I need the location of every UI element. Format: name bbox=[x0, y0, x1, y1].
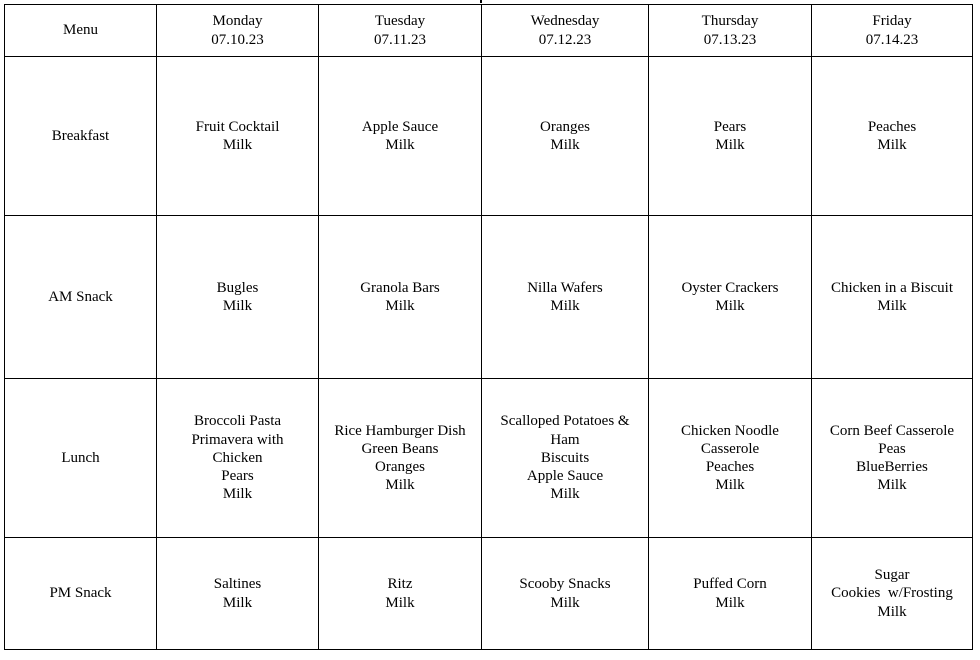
day-date: 07.14.23 bbox=[865, 31, 919, 48]
food-item: Cookies w/Frosting bbox=[831, 585, 953, 602]
food-item: Fruit Cocktail bbox=[195, 118, 280, 135]
day-name: Thursday bbox=[701, 13, 759, 30]
food-item: Biscuits bbox=[540, 449, 590, 466]
meal-label-breakfast bbox=[5, 57, 157, 216]
food-item: Bugles bbox=[216, 279, 259, 296]
food-item: Sugar bbox=[874, 567, 910, 584]
food-item: Peaches bbox=[867, 118, 917, 135]
lunch-row bbox=[5, 379, 973, 538]
meal-label-am-snack bbox=[5, 216, 157, 379]
food-item: Milk bbox=[877, 477, 907, 494]
day-header-thursday bbox=[649, 5, 812, 57]
food-item: Nilla Wafers bbox=[527, 279, 603, 296]
day-date: 07.12.23 bbox=[538, 31, 592, 48]
pm-snack-tuesday-cell bbox=[319, 538, 482, 650]
breakfast-friday-cell bbox=[812, 57, 973, 216]
food-item: Chicken in a Biscuit bbox=[830, 279, 954, 296]
am-snack-monday-cell bbox=[157, 216, 319, 379]
food-item: Milk bbox=[385, 594, 415, 611]
breakfast-wednesday-cell bbox=[482, 57, 649, 216]
food-item: Ham bbox=[550, 431, 580, 448]
menu-corner-text: Menu bbox=[63, 22, 98, 39]
pm-snack-row bbox=[5, 538, 973, 650]
lunch-monday-cell bbox=[157, 379, 319, 538]
am-snack-friday-cell bbox=[812, 216, 973, 379]
food-item: Oranges bbox=[540, 118, 590, 135]
food-item: Milk bbox=[550, 486, 580, 503]
food-item: Apple Sauce bbox=[526, 468, 604, 485]
meal-label: Lunch bbox=[61, 449, 100, 466]
food-item: Milk bbox=[550, 137, 580, 153]
menu-corner-label bbox=[5, 5, 157, 57]
food-item: Milk bbox=[385, 477, 415, 494]
food-item: Ritz bbox=[387, 576, 413, 593]
day-name: Tuesday bbox=[374, 13, 426, 30]
food-item: Oranges bbox=[375, 459, 425, 475]
day-date: 07.13.23 bbox=[703, 31, 757, 48]
meal-label: Breakfast bbox=[51, 127, 110, 144]
meal-label: PM Snack bbox=[49, 585, 112, 602]
food-item: Saltines bbox=[213, 576, 262, 593]
food-item: Green Beans bbox=[361, 440, 439, 457]
pm-snack-thursday-cell bbox=[649, 538, 812, 650]
food-item: Chicken Noodle bbox=[681, 422, 779, 439]
breakfast-row bbox=[5, 57, 973, 216]
food-item: Pears bbox=[221, 468, 254, 485]
food-item: Primavera with bbox=[191, 431, 284, 448]
food-item: Milk bbox=[550, 298, 580, 314]
food-item: BlueBerries bbox=[856, 459, 928, 475]
day-name: Monday bbox=[212, 13, 263, 30]
breakfast-tuesday-cell bbox=[319, 57, 482, 216]
am-snack-thursday-cell bbox=[649, 216, 812, 379]
pm-snack-friday-cell bbox=[812, 538, 973, 650]
day-date: 07.10.23 bbox=[211, 31, 264, 48]
am-snack-row bbox=[5, 216, 973, 379]
food-item: Oyster Crackers bbox=[681, 279, 779, 296]
day-name: Friday bbox=[872, 13, 912, 30]
food-item: Peas bbox=[878, 440, 906, 457]
food-item: Apple Sauce bbox=[361, 118, 439, 135]
food-item: Milk bbox=[222, 298, 253, 314]
day-name: Wednesday bbox=[530, 13, 600, 30]
food-item: Milk bbox=[385, 298, 415, 314]
pm-snack-wednesday-cell bbox=[482, 538, 649, 650]
food-item: Milk bbox=[715, 298, 745, 314]
am-snack-wednesday-cell bbox=[482, 216, 649, 379]
lunch-tuesday-cell bbox=[319, 379, 482, 538]
food-item: Milk bbox=[222, 137, 253, 153]
day-header-monday bbox=[157, 5, 319, 57]
food-item: Milk bbox=[877, 603, 907, 620]
food-item: Pears bbox=[713, 118, 747, 135]
lunch-wednesday-cell bbox=[482, 379, 649, 538]
food-item: Chicken bbox=[212, 449, 263, 466]
weekly-menu-table bbox=[4, 4, 973, 650]
food-item: Milk bbox=[877, 137, 907, 153]
food-item: Milk bbox=[550, 594, 580, 611]
food-item: Scooby Snacks bbox=[519, 576, 611, 593]
breakfast-monday-cell bbox=[157, 57, 319, 216]
day-date: 07.11.23 bbox=[374, 31, 426, 48]
lunch-friday-cell bbox=[812, 379, 973, 538]
meal-label-lunch bbox=[5, 379, 157, 538]
day-header-tuesday bbox=[319, 5, 482, 57]
food-item: Milk bbox=[222, 486, 253, 503]
food-item: Milk bbox=[385, 137, 415, 153]
food-item: Milk bbox=[715, 137, 745, 153]
lunch-thursday-cell bbox=[649, 379, 812, 538]
meal-label-pm-snack bbox=[5, 538, 157, 650]
food-item: Peaches bbox=[705, 459, 755, 475]
food-item: Corn Beef Casserole bbox=[829, 422, 955, 439]
day-header-friday bbox=[812, 5, 973, 57]
food-item: Milk bbox=[715, 594, 745, 611]
food-item: Granola Bars bbox=[360, 279, 440, 296]
food-item: Milk bbox=[877, 298, 907, 314]
food-item: Scalloped Potatoes & bbox=[500, 413, 630, 430]
food-item: Puffed Corn bbox=[693, 576, 767, 593]
breakfast-thursday-cell bbox=[649, 57, 812, 216]
top-edge-mark bbox=[480, 0, 482, 3]
food-item: Milk bbox=[715, 477, 745, 494]
food-item: Casserole bbox=[700, 440, 760, 457]
meal-label: AM Snack bbox=[48, 288, 113, 305]
food-item: Rice Hamburger Dish bbox=[334, 422, 466, 439]
pm-snack-monday-cell bbox=[157, 538, 319, 650]
am-snack-tuesday-cell bbox=[319, 216, 482, 379]
day-header-wednesday bbox=[482, 5, 649, 57]
food-item: Broccoli Pasta bbox=[193, 413, 282, 430]
header-row bbox=[5, 5, 973, 57]
food-item: Milk bbox=[222, 594, 253, 611]
